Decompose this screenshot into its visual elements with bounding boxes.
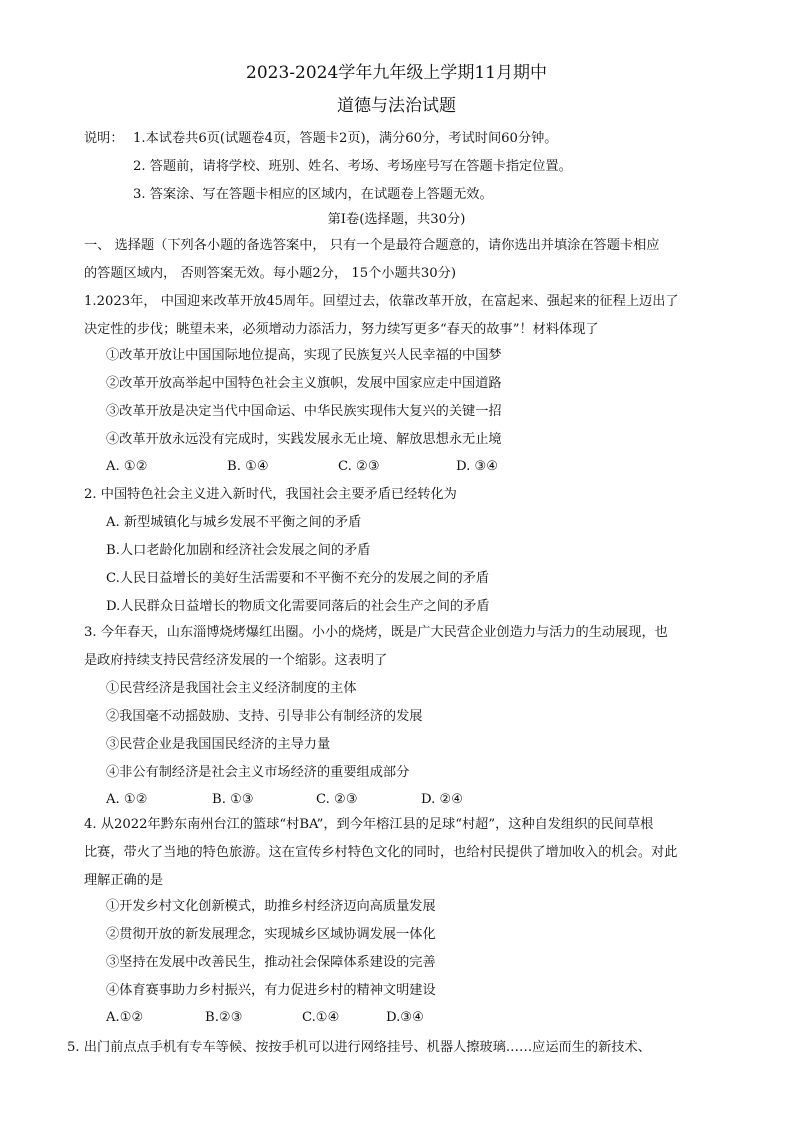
question-stem: 3. 今年春天，山东淄博烧烤爆红出圈。小小的烧烤，既是广大民营企业创造力与活力的生动展现，也	[84, 625, 668, 640]
option-b: B. ①③	[212, 792, 254, 807]
question-stem: 理解正确的是	[84, 873, 164, 888]
statement: ②改革开放高举起中国特色社会主义旗帜，发展中国家应走中国道路	[106, 376, 502, 391]
exam-title: 2023-2024学年九年级上学期11月期中	[246, 63, 547, 83]
question-stem: 决定性的步伐；眺望未来，必须增动力添活力，努力续写更多“春天的故事”！材料体现了	[84, 322, 599, 337]
choice: B.人口老龄化加剧和经济社会发展之间的矛盾	[106, 543, 371, 558]
statement: ③民营企业是我国国民经济的主导力量	[106, 737, 331, 752]
statement: ③坚持在发展中改善民生，推动社会保障体系建设的完善	[106, 955, 436, 970]
statement: ③改革开放是决定当代中国命运、中华民族实现伟大复兴的关键一招	[106, 404, 502, 419]
option-a: A. ①②	[106, 792, 148, 807]
question-stem: 2. 中国特色社会主义进入新时代，我国社会主要矛盾已经转化为	[84, 487, 457, 502]
part-title: 第Ⅰ卷(选择题，共30分)	[327, 212, 466, 227]
option-d: D.③④	[386, 1010, 424, 1025]
option-c: C. ②③	[316, 792, 358, 807]
statement: ①改革开放让中国国际地位提高，实现了民族复兴人民幸福的中国梦	[106, 348, 502, 363]
choice: A. 新型城镇化与城乡发展不平衡之间的矛盾	[106, 515, 362, 530]
question-stem: 5. 出门前点点手机有专车等候、按按手机可以进行网络挂号、机器人擦玻璃……应运而生的新技术、	[67, 1040, 651, 1055]
option-c: C.①④	[302, 1010, 340, 1025]
choice: C.人民日益增长的美好生活需要和不平衡不充分的发展之间的矛盾	[106, 571, 490, 586]
question-stem: 1.2023年， 中国迎来改革开放45周年。回望过去，依靠改革开放，在富起来、强起来的征程上迈出了	[84, 294, 679, 309]
option-b: B. ①④	[227, 459, 269, 474]
instruction-item: 3. 答案涂、写在答题卡相应的区域内，在试题卷上答题无效。	[133, 187, 493, 202]
statement: ④改革开放永远没有完成时，实践发展永无止境、解放思想永无止境	[106, 432, 502, 447]
option-b: B.②③	[205, 1010, 243, 1025]
option-a: A. ①②	[106, 459, 148, 474]
statement: ④体育赛事助力乡村振兴，有力促进乡村的精神文明建设	[106, 983, 436, 998]
option-c: C. ②③	[338, 459, 380, 474]
question-stem: 4. 从2022年黔东南州台江的篮球“村BA”，到今年榕江县的足球“村超”，这种自发组织的民间草根	[84, 817, 654, 832]
option-d: D. ②④	[421, 792, 464, 807]
statement: ①开发乡村文化创新模式，助推乡村经济迈向高质量发展	[106, 899, 436, 914]
statement: ②贯彻开放的新发展理念，实现城乡区域协调发展一体化	[106, 927, 436, 942]
section-heading: 一、 选择题（下列各小题的备选答案中， 只有一个是最符合题意的，请你选出并填涂在答题卡相应	[84, 238, 660, 253]
question-stem: 是政府持续支持民营经济发展的一个缩影。这表明了	[84, 653, 388, 668]
exam-subject: 道德与法治试题	[337, 96, 456, 116]
option-d: D. ③④	[456, 459, 499, 474]
question-stem: 比赛，带火了当地的特色旅游。这在宣传乡村特色文化的同时，也给村民提供了增加收入的机会。对此	[84, 845, 678, 860]
section-heading-cont: 的答题区域内， 否则答案无效。每小题2分， 15个小题共30分)	[84, 266, 456, 281]
choice: D.人民群众日益增长的物质文化需要同落后的社会生产之间的矛盾	[106, 599, 490, 614]
statement: ②我国毫不动摇鼓励、支持、引导非公有制经济的发展	[106, 709, 423, 724]
instructions-label: 说明：	[84, 131, 124, 146]
option-a: A.①②	[106, 1010, 144, 1025]
statement: ④非公有制经济是社会主义市场经济的重要组成部分	[106, 765, 410, 780]
instruction-item: 1.本试卷共6页(试题卷4页，答题卡2页)，满分60分，考试时间60分钟。	[133, 131, 558, 146]
statement: ①民营经济是我国社会主义经济制度的主体	[106, 681, 357, 696]
instruction-item: 2. 答题前，请将学校、班别、姓名、考场、考场座号写在答题卡指定位置。	[133, 159, 572, 174]
